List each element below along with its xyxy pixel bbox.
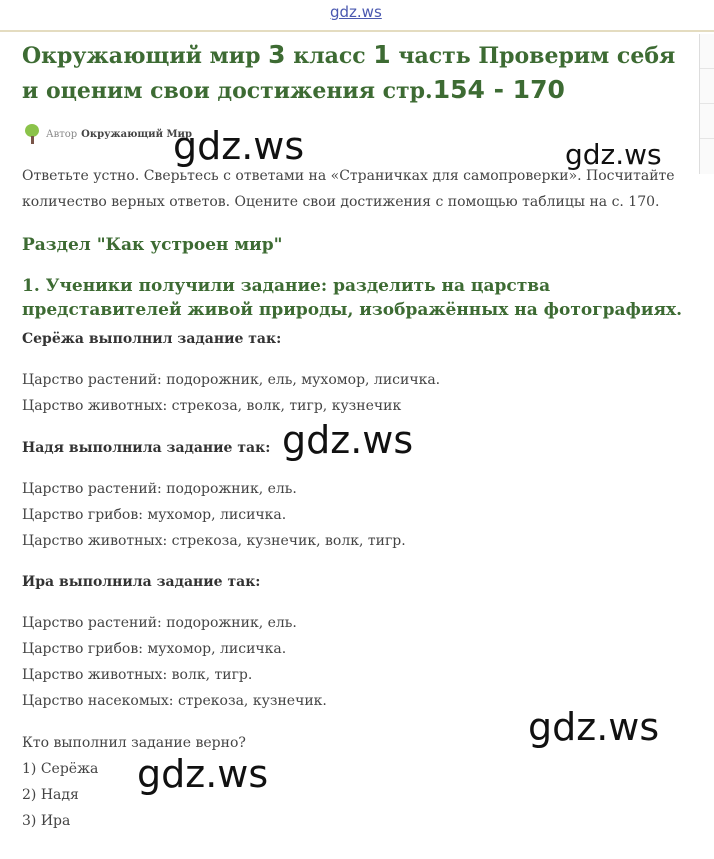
tree-icon bbox=[24, 124, 40, 144]
author-prefix: Автор bbox=[46, 128, 78, 140]
ira-line: Царство насекомых: стрекоза, кузнечик. bbox=[22, 693, 327, 709]
author-name[interactable]: Окружающий Мир bbox=[81, 128, 192, 140]
section-title: Раздел "Как устроен мир" bbox=[22, 235, 283, 255]
watermark: gdz.ws bbox=[565, 138, 662, 171]
nadya-line: Царство растений: подорожник, ель. bbox=[22, 481, 297, 497]
watermark: gdz.ws bbox=[173, 124, 305, 168]
seryozha-heading: Серёжа выполнил задание так: bbox=[22, 331, 282, 347]
ira-line: Царство животных: волк, тигр. bbox=[22, 667, 253, 683]
nadya-line: Царство грибов: мухомор, лисичка. bbox=[22, 507, 287, 523]
answer-option: 1) Серёжа bbox=[22, 761, 99, 777]
side-strip bbox=[699, 34, 714, 174]
intro-text: Ответьте устно. Сверьтесь с ответами на «Страничках для самопроверки». Посчитайте количество верных ответов. Оцените свои достижения с помощью таблицы на с. 170. bbox=[22, 168, 675, 210]
site-header bbox=[0, 0, 714, 32]
ira-heading: Ира выполнила задание так: bbox=[22, 574, 261, 590]
seryozha-line: Царство животных: стрекоза, волк, тигр, кузнечик bbox=[22, 398, 402, 414]
watermark: gdz.ws bbox=[282, 418, 414, 462]
watermark: gdz.ws bbox=[137, 752, 269, 796]
seryozha-line: Царство растений: подорожник, ель, мухомор, лисичка. bbox=[22, 372, 441, 388]
answer-option: 3) Ира bbox=[22, 813, 71, 829]
ira-line: Царство грибов: мухомор, лисичка. bbox=[22, 641, 287, 657]
question-title: 1. Ученики получили задание: разделить на царства представителей живой природы, изображённых на фотографиях. bbox=[22, 276, 683, 320]
site-logo[interactable]: gdz.ws bbox=[330, 3, 382, 21]
nadya-line: Царство животных: стрекоза, кузнечик, волк, тигр. bbox=[22, 533, 406, 549]
author-line bbox=[24, 124, 192, 144]
nadya-heading: Надя выполнила задание так: bbox=[22, 440, 271, 456]
ira-line: Царство растений: подорожник, ель. bbox=[22, 615, 297, 631]
watermark: gdz.ws bbox=[528, 705, 660, 749]
answer-option: 2) Надя bbox=[22, 787, 79, 803]
question-prompt: Кто выполнил задание верно? bbox=[22, 735, 246, 751]
page-title: Окружающий мир 3 класс 1 часть Проверим себя и оценим свои достижения стр.154 - 170 bbox=[22, 40, 676, 104]
